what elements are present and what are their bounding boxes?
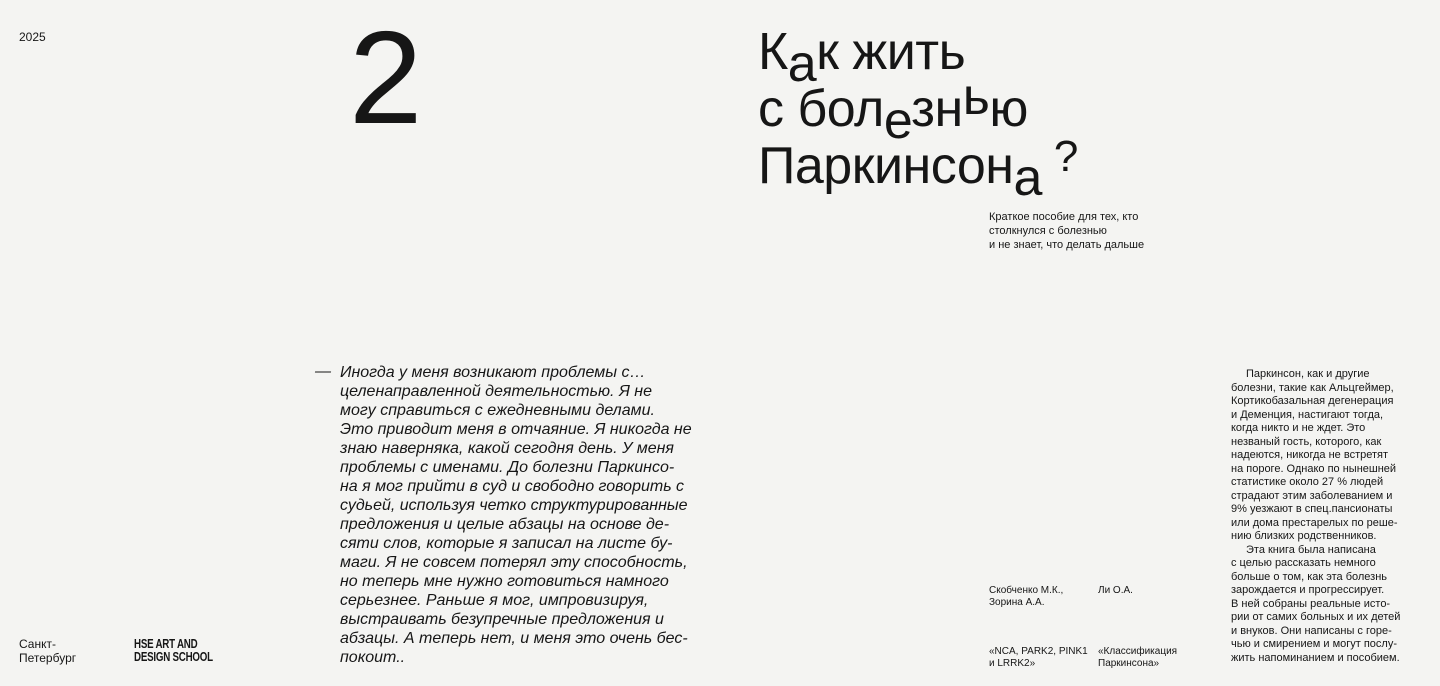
intro-line: и Деменция, настигают тогда,: [1231, 408, 1384, 421]
intro-line: чью и смирением и могут послу-: [1231, 638, 1398, 650]
logo-line: HSE ART AND: [134, 636, 198, 651]
intro-line: когда никто и не ждет. Это: [1231, 422, 1366, 434]
title-line-1: Как жить: [758, 23, 966, 93]
reference-column-1: [989, 646, 1088, 670]
city-line: Петербург: [19, 651, 77, 665]
quote-line: сяти слов, которые я записал на листе бу-: [340, 535, 673, 552]
subtitle: [989, 210, 1144, 252]
quote-line: но теперь мне нужно готовиться намного: [340, 573, 669, 590]
intro-line: Паркинсон, как и другие: [1246, 368, 1370, 380]
quote-line: на я мог прийти в суд и свободно говорить с: [340, 478, 685, 495]
quote-line: абзацы. А теперь нет, и меня это очень бес-: [340, 630, 688, 647]
intro-line: зарождается и прогрессирует.: [1231, 584, 1385, 596]
quote-line: предложения и целые абзацы на основе де-: [340, 516, 670, 533]
quote-line: маги. Я не совсем потерял эту способность,: [340, 554, 688, 571]
intro-line: страдают этим заболеванием и: [1231, 489, 1393, 502]
subtitle-line: столкнулся с болезнью: [989, 225, 1107, 237]
city-line: Санкт-: [19, 637, 56, 651]
subtitle-line: и не знает, что делать дальше: [989, 239, 1145, 251]
author-line: Зорина А.А.: [989, 597, 1045, 608]
reference-column-2: [1098, 646, 1177, 670]
reference-line: «NCA, PARK2, PINK1: [989, 646, 1088, 657]
title-line-3: Паркинсона ?: [758, 132, 1078, 207]
intro-line: Эта книга была написана: [1246, 543, 1376, 556]
intro-line: В ней собраны реальные исто-: [1231, 597, 1391, 610]
quote-line: могу справиться с ежедневными делами.: [340, 402, 655, 419]
quote-line: знаю наверняка, какой сегодня день. У меня: [340, 440, 674, 457]
quote-line: Иногда у меня возникают проблемы с…: [340, 364, 646, 381]
school-logo: [134, 637, 213, 663]
quote-line: Это приводит меня в отчаяние. Я никогда не: [340, 421, 692, 438]
page-title: [758, 23, 1078, 207]
intro-line: с целью рассказать немного: [1231, 557, 1376, 569]
reference-line: Паркинсона»: [1098, 658, 1160, 669]
author-line: Ли О.А.: [1098, 585, 1133, 596]
intro-line: рии от самих больных и их детей: [1231, 611, 1401, 623]
city-label: [19, 637, 76, 665]
intro-line: Кортикобазальная дегенерация: [1231, 395, 1394, 407]
subtitle-line: Краткое пособие для тех, кто: [989, 211, 1139, 223]
intro-line: болезни, такие как Альцгеймер,: [1231, 381, 1394, 394]
intro-line: на пороге. Однако по нынешней: [1231, 462, 1397, 475]
intro-line: статистике около 27 % людей: [1231, 476, 1384, 488]
title-question-mark: ?: [1053, 132, 1078, 181]
intro-line: больше о том, как эта болезнь: [1231, 570, 1388, 583]
quote-line: выстраивать безупречные предложения и: [340, 611, 664, 628]
logo-line: DESIGN SCHOOL: [134, 649, 213, 664]
quote-line: серьезнее. Раньше я мог, импровизируя,: [340, 592, 649, 609]
quote-line: проблемы с именами. До болезни Паркинсо-: [340, 459, 675, 476]
intro-line: и внуков. Они написаны с горе-: [1231, 624, 1392, 637]
authors-column-1: [989, 585, 1063, 609]
intro-line: 9% уезжают в спец.пансионаты: [1231, 503, 1393, 515]
reference-line: и LRRK2»: [989, 658, 1036, 669]
author-line: Скобченко М.К.,: [989, 585, 1064, 596]
quote-dash: —: [315, 363, 331, 380]
title-line-2: с болезнью: [758, 68, 1028, 150]
chapter-number: 2: [349, 4, 421, 151]
quote-line: судьей, используя четко структурированные: [340, 497, 688, 514]
intro-line: надеются, никогда не встретят: [1231, 449, 1389, 461]
year-label: 2025: [19, 30, 46, 44]
quote-block: [340, 363, 692, 667]
quote-line: покоит..: [340, 649, 406, 666]
intro-line: незваный гость, которого, как: [1231, 435, 1382, 448]
authors-column-2: [1098, 585, 1133, 597]
intro-line: нию близких родственников.: [1231, 530, 1377, 542]
intro-text: [1231, 368, 1400, 665]
quote-line: целенаправленной деятельностью. Я не: [340, 383, 652, 400]
intro-line: жить напоминанием и пособием.: [1231, 651, 1400, 664]
intro-line: или дома престарелых по реше-: [1231, 516, 1398, 529]
reference-line: «Классификация: [1098, 646, 1178, 657]
